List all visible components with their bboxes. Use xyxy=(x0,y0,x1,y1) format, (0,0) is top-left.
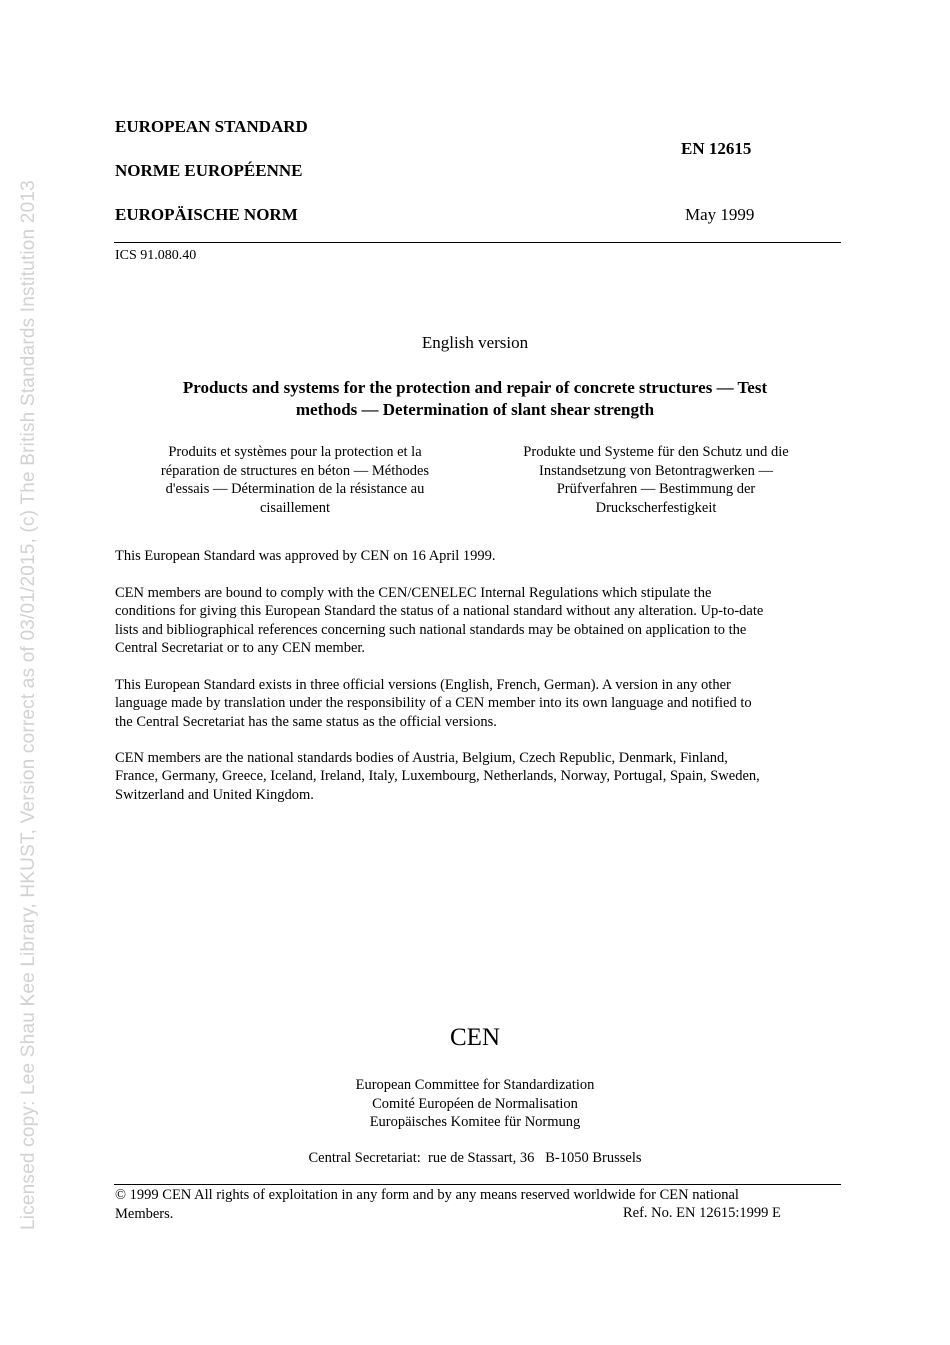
title-line: methods — Determination of slant shear strength xyxy=(295,400,655,419)
secretariat-address: Central Secretariat: rue de Stassart, 36 B-1050 Brussels xyxy=(308,1150,642,1166)
version-label: English version xyxy=(421,333,529,352)
title-fr-line: cisaillement xyxy=(259,499,331,516)
paragraph-line: CEN members are the national standards bodies of Austria, Belgium, Czech Republic, Denmark, Finland, xyxy=(115,750,728,766)
title-french xyxy=(140,443,450,517)
paragraph-line: lists and bibliographical references concerning such national standards may be obtained on application to the xyxy=(115,621,747,638)
title-de-line: Druckscherfestigkeit xyxy=(595,499,717,516)
footer-divider xyxy=(114,1184,841,1185)
reference-number: Ref. No. EN 12615:1999 E xyxy=(623,1205,781,1221)
ics-code: ICS 91.080.40 xyxy=(115,248,197,263)
committee-name-de: Europäisches Komitee für Normung xyxy=(369,1114,581,1130)
paragraph-line: Switzerland and United Kingdom. xyxy=(115,786,314,803)
standard-name-de: EUROPÄISCHE NORM xyxy=(115,205,298,224)
title-de-line: Instandsetzung von Betontragwerken — xyxy=(539,462,773,479)
committee-name-fr: Comité Européen de Normalisation xyxy=(372,1095,578,1112)
copyright-line: Members. xyxy=(115,1206,174,1222)
paragraph-line: CEN members are bound to comply with the CEN/CENELEC Internal Regulations which stipulate the xyxy=(115,585,712,601)
paragraph-line: This European Standard exists in three official versions (English, French, German). A version in any other xyxy=(115,677,731,693)
paragraph-line: France, Germany, Greece, Iceland, Ireland, Italy, Luxembourg, Netherlands, Norway, Portugal, Spain, Sweden, xyxy=(115,768,760,785)
title-fr-line: Produits et systèmes pour la protection et la xyxy=(168,444,422,460)
title-de-line: Produkte und Systeme für den Schutz und die xyxy=(523,444,789,460)
approval-paragraph: This European Standard was approved by CEN on 16 April 1999. xyxy=(115,548,496,564)
cen-logo-text: CEN xyxy=(450,1024,500,1051)
versions-paragraph xyxy=(115,676,840,731)
standard-name-en: EUROPEAN STANDARD xyxy=(115,117,308,136)
committee-name-en: European Committee for Standardization xyxy=(355,1077,595,1093)
title-german xyxy=(496,443,816,517)
document-title xyxy=(114,377,836,421)
title-fr-line: réparation de structures en béton — Méthodes xyxy=(160,462,430,479)
header-divider xyxy=(114,242,841,243)
members-paragraph xyxy=(115,749,840,804)
copyright-line: © 1999 CEN All rights of exploitation in any form and by any means reserved worldwide for CEN national xyxy=(115,1187,739,1203)
compliance-paragraph xyxy=(115,584,840,657)
paragraph-line: language made by translation under the responsibility of a CEN member into its own language and notified to xyxy=(115,695,752,712)
license-watermark: Licensed copy: Lee Shau Kee Library, HKUST, Version correct as of 03/01/2015, (c) The British Standards Institution 2013 xyxy=(18,180,39,1230)
publication-date: May 1999 xyxy=(685,205,755,224)
title-fr-line: d'essais — Détermination de la résistance au xyxy=(165,481,425,497)
committee-names xyxy=(114,1076,836,1132)
paragraph-line: Central Secretariat or to any CEN member. xyxy=(115,639,366,656)
standard-name-fr: NORME EUROPÉENNE xyxy=(115,161,303,180)
document-number: EN 12615 xyxy=(681,139,752,158)
paragraph-line: conditions for giving this European Standard the status of a national standard without any alteration. Up-to-date xyxy=(115,603,764,620)
paragraph-line: the Central Secretariat has the same status as the official versions. xyxy=(115,713,497,730)
title-de-line: Prüfverfahren — Bestimmung der xyxy=(556,481,756,497)
title-line: Products and systems for the protection and repair of concrete structures — Test xyxy=(182,378,768,397)
